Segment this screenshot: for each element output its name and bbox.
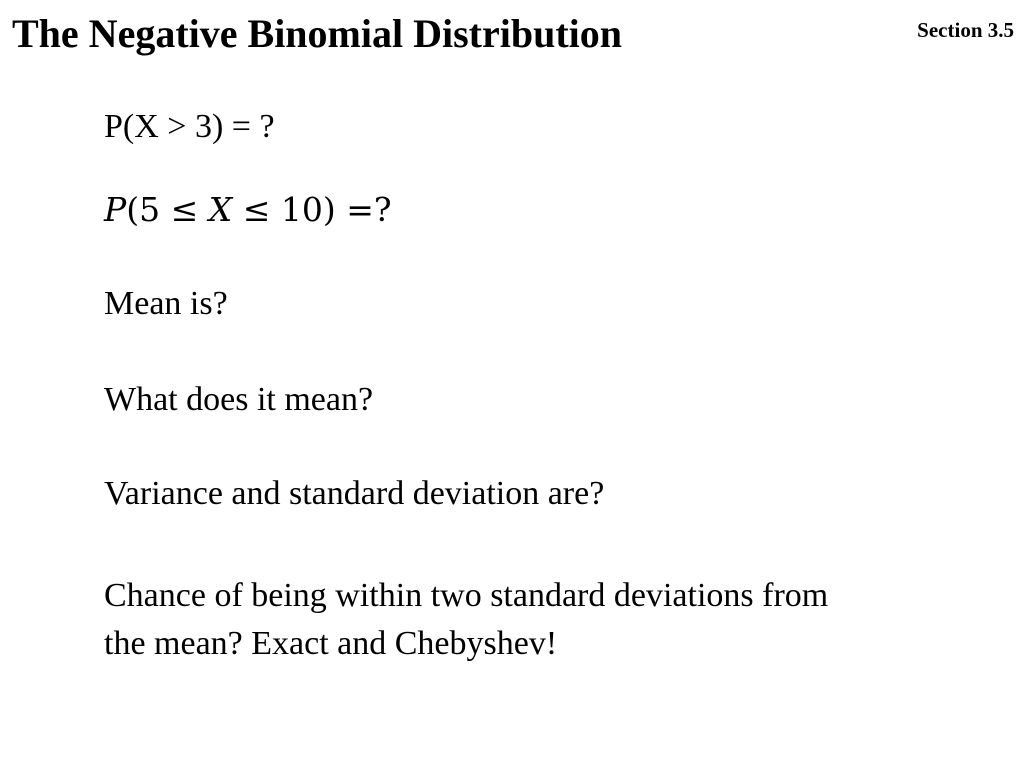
formula-close: ≤ 10) =?	[232, 190, 392, 229]
formula-p: P	[104, 190, 127, 229]
question-prob-greater-than-3: P(X > 3) = ?	[104, 108, 275, 145]
question-prob-between-formula	[104, 186, 392, 234]
question-mean: Mean is?	[104, 285, 228, 322]
question-what-does-it-mean: What does it mean?	[104, 381, 374, 418]
section-label: Section 3.5	[917, 18, 1014, 42]
slide-title: The Negative Binomial Distribution	[12, 11, 623, 56]
question-chebyshev-line-1: Chance of being within two standard deviations from	[104, 577, 829, 614]
question-chebyshev	[104, 572, 984, 668]
formula-x: X	[208, 190, 233, 229]
formula-open: (5 ≤	[126, 190, 209, 229]
question-chebyshev-line-2: the mean? Exact and Chebyshev!	[104, 625, 558, 662]
question-variance-sd: Variance and standard deviation are?	[104, 475, 605, 512]
